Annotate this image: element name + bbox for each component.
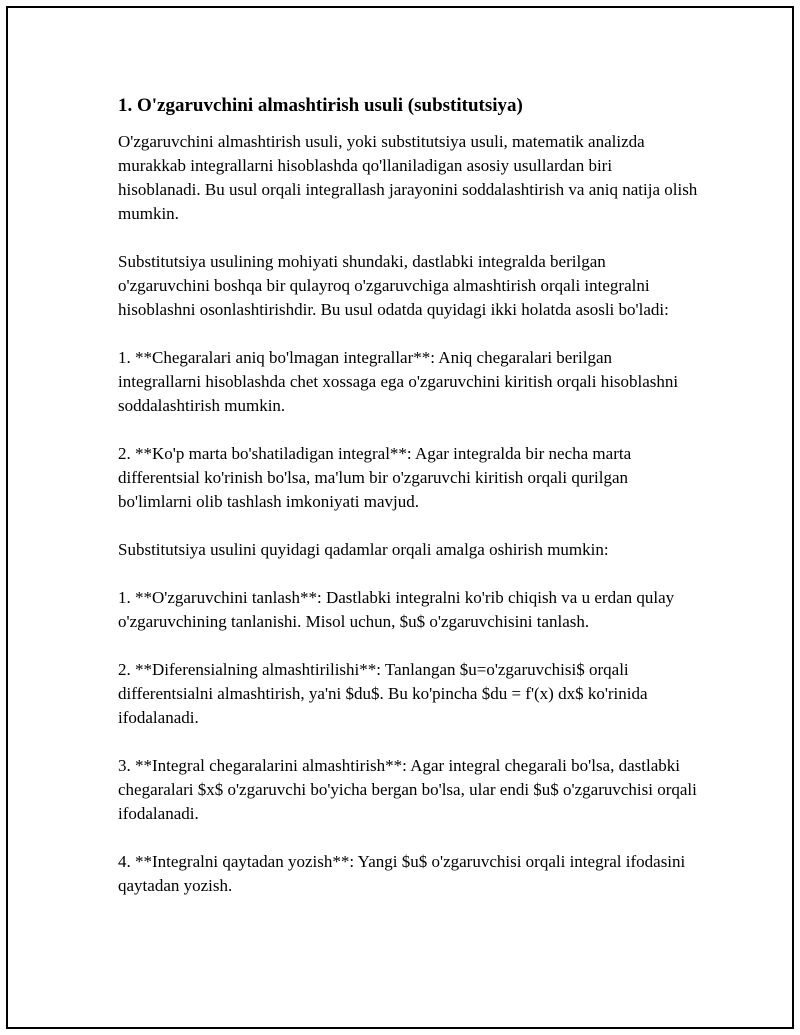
- paragraph-case-1: 1. **Chegaralari aniq bo'lmagan integrallar**: Aniq chegaralari berilgan integrallarni hisoblashda chet xossaga ega o'zgaruvchini kiritish orqali hisoblashni soddalashtirish mumkin.: [118, 348, 679, 415]
- paragraph-case-2: 2. **Ko'p marta bo'shatiladigan integral**: Agar integralda bir necha marta differentsial ko'rinish bo'lsa, ma'lum bir o'zgaruvchi kiritish orqali qurilgan bo'limlarni olib tashlash imkoniyati mavjud.: [118, 444, 632, 511]
- section-title: 1. O'zgaruvchini almashtirish usuli (substitutsiya): [118, 95, 523, 116]
- paragraph-step-1: 1. **O'zgaruvchini tanlash**: Dastlabki integralni ko'rib chiqish va u erdan qulay o'zgaruvchining tanlanishi. Misol uchun, $u$ o'zgaruvchisini tanlash.: [118, 588, 675, 631]
- paragraph-essence: Substitutsiya usulining mohiyati shundaki, dastlabki integralda berilgan o'zgaruvchini boshqa bir qulayroq o'zgaruvchiga almashtirish orqali integralni hisoblashni osonlashtirishdir. Bu usul odatda quyidagi ikki holatda asosli bo'ladi:: [118, 252, 669, 319]
- paragraph-steps-intro: Substitutsiya usulini quyidagi qadamlar orqali amalga oshirish mumkin:: [118, 540, 609, 559]
- paragraph-step-4: 4. **Integralni qaytadan yozish**: Yangi $u$ o'zgaruvchisi orqali integral ifodasini qaytadan yozish.: [118, 852, 686, 895]
- paragraph-step-3: 3. **Integral chegaralarini almashtirish**: Agar integral chegarali bo'lsa, dastlabki chegaralari $x$ o'zgaruvchi bo'yicha bergan bo'lsa, ular endi $u$ o'zgaruvchisi orqali ifodalanadi.: [118, 756, 697, 823]
- paragraph-intro: O'zgaruvchini almashtirish usuli, yoki substitutsiya usuli, matematik analizda murakkab integrallarni hisoblashda qo'llaniladigan asosiy usullardan biri hisoblanadi. Bu usul orqali integrallash jarayonini soddalashtirish va aniq natija olish mumkin.: [118, 132, 698, 223]
- paragraph-step-2: 2. **Diferensialning almashtirilishi**: Tanlangan $u=o'zgaruvchisi$ orqali differentsialni almashtirish, ya'ni $du$. Bu ko'pincha $du = f'(x) dx$ ko'rinida ifodalanadi.: [118, 660, 648, 727]
- document-body: [118, 94, 698, 922]
